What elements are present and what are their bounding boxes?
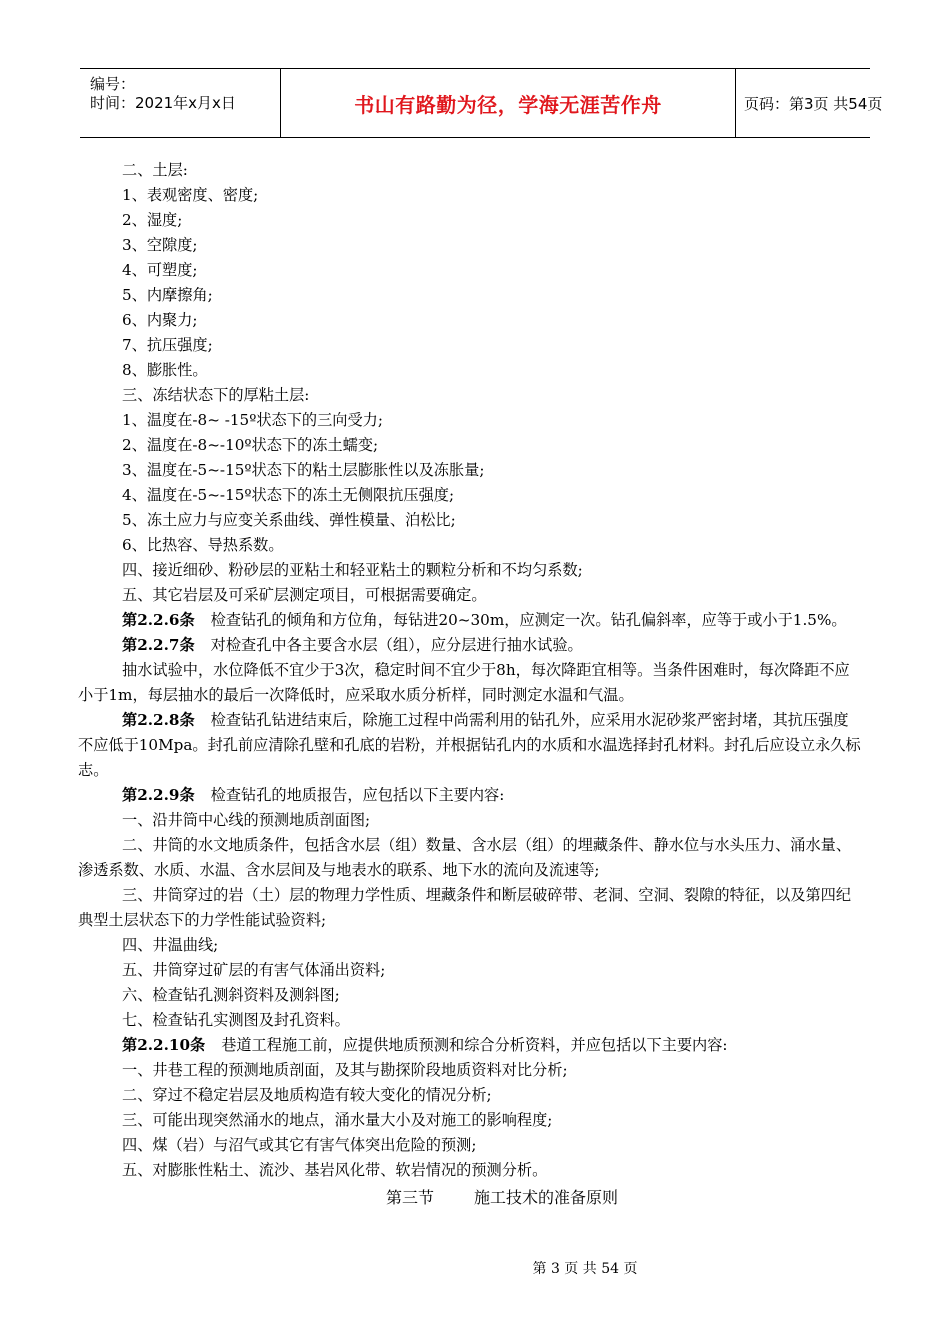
list-item: 五、井筒穿过矿层的有害气体涌出资料;: [122, 961, 386, 979]
list-item: 3、空隙度;: [122, 236, 198, 254]
article-2-2-6: [78, 608, 862, 633]
list-item: 5、内摩擦角;: [122, 286, 213, 304]
list-item: 五、对膨胀性粘土、流沙、基岩风化带、软岩情况的预测分析。: [122, 1161, 548, 1179]
article-2-2-9: [122, 783, 862, 808]
list-item: 4、可塑度;: [122, 261, 198, 279]
paragraph: 抽水试验中，水位降低不宜少于3次，稳定时间不宜少于8h，每次降距宜相等。当条件困难时，每次降距不应小于1m，每层抽水的最后一次降低时，应采取水质分析样，同时测定水温和气温。: [78, 661, 850, 704]
article-text: 检查钻孔的地质报告，应包括以下主要内容:: [210, 786, 505, 804]
list-item: 一、沿井筒中心线的预测地质剖面图;: [122, 811, 371, 829]
page-header: [80, 68, 883, 138]
list-item: 7、抗压强度;: [122, 336, 213, 354]
document-number-label: 编号：: [90, 75, 136, 93]
list-item: 8、膨胀性。: [122, 361, 208, 379]
list-item: 四、煤（岩）与沼气或其它有害气体突出危险的预测;: [122, 1136, 477, 1154]
frozen-clay-heading: 三、冻结状态下的厚粘土层:: [122, 386, 310, 404]
list-item: 二、井筒的水文地质条件，包括含水层（组）数量、含水层（组）的埋藏条件、静水位与水头压力、涌水量、渗透系数、水质、水温、含水层间及与地表水的联系、地下水的流向及流速等;: [78, 836, 851, 879]
list-item: 三、井筒穿过的岩（土）层的物理力学性质、埋藏条件和断层破碎带、老洞、空洞、裂隙的特征，以及第四纪典型土层状态下的力学性能试验资料;: [78, 886, 851, 929]
article-number: 第2.2.9条: [122, 786, 195, 804]
page-footer: 第 3 页 共 54 页: [532, 1261, 638, 1277]
list-item: 2、温度在-8~-10º状态下的冻土蠕变;: [122, 436, 379, 454]
header-motto: 书山有路勤为径，学海无涯苦作舟: [354, 92, 662, 117]
list-item: 6、内聚力;: [122, 311, 198, 329]
list-item: 四、井温曲线;: [122, 936, 219, 954]
list-item: 五、其它岩层及可采矿层测定项目，可根据需要确定。: [122, 586, 487, 604]
list-item: 六、检查钻孔测斜资料及测斜图;: [122, 986, 340, 1004]
section-title: 施工技术的准备原则: [474, 1188, 619, 1207]
article-text: 对检查孔中各主要含水层（组），应分层进行抽水试验。: [210, 636, 583, 654]
article-text: 检查钻孔的倾角和方位角，每钻进20~30m，应测定一次。钻孔偏斜率，应等于或小于1.5%。: [210, 611, 847, 629]
article-2-2-10: [122, 1033, 862, 1058]
article-number: 第2.2.7条: [122, 636, 195, 654]
list-item: 4、温度在-5~-15º状态下的冻土无侧限抗压强度;: [122, 486, 455, 504]
list-item: 四、接近细砂、粉砂层的亚粘土和轻亚粘土的颗粒分析和不均匀系数;: [122, 561, 583, 579]
section-number: 第三节: [385, 1188, 434, 1207]
article-number: 第2.2.10条: [122, 1036, 206, 1054]
list-item: 一、井巷工程的预测地质剖面，及其与勘探阶段地质资料对比分析;: [122, 1061, 568, 1079]
list-item: 三、可能出现突然涌水的地点，涌水量大小及对施工的影响程度;: [122, 1111, 553, 1129]
list-item: 1、温度在-8~ -15º状态下的三向受力;: [122, 411, 383, 429]
article-2-2-7: [122, 633, 862, 658]
list-item: 3、温度在-5~-15º状态下的粘土层膨胀性以及冻胀量;: [122, 461, 485, 479]
document-date-label: 时间：2021年x月x日: [90, 94, 236, 112]
list-item: 2、湿度;: [122, 211, 183, 229]
header-page-cell: [736, 69, 883, 137]
soil-layer-heading: 二、土层:: [122, 161, 188, 179]
list-item: 6、比热容、导热系数。: [122, 536, 284, 554]
document-body: [78, 158, 862, 1210]
list-item: 1、表观密度、密度;: [122, 186, 259, 204]
article-number: 第2.2.6条: [122, 611, 195, 629]
header-motto-cell: [280, 69, 736, 137]
list-item: 二、穿过不稳定岩层及地质构造有较大变化的情况分析;: [122, 1086, 492, 1104]
header-info-cell: [80, 69, 280, 137]
header-page-number: 页码：第3页 共54页: [744, 94, 883, 113]
article-number: 第2.2.8条: [122, 711, 195, 729]
section-heading: [122, 1185, 862, 1210]
article-text: 巷道工程施工前，应提供地质预测和综合分析资料，并应包括以下主要内容:: [221, 1036, 728, 1054]
list-item: 5、冻土应力与应变关系曲线、弹性模量、泊松比;: [122, 511, 456, 529]
list-item: 七、检查钻孔实测图及封孔资料。: [122, 1011, 350, 1029]
article-text: 检查钻孔钻进结束后，除施工过程中尚需利用的钻孔外，应采用水泥砂浆严密封堵，其抗压强度不应低于10Mpa。封孔前应清除孔壁和孔底的岩粉，并根据钻孔内的水质和水温选择封孔材料。封孔后应设立永久标志。: [78, 711, 861, 779]
article-2-2-8: [78, 708, 862, 783]
